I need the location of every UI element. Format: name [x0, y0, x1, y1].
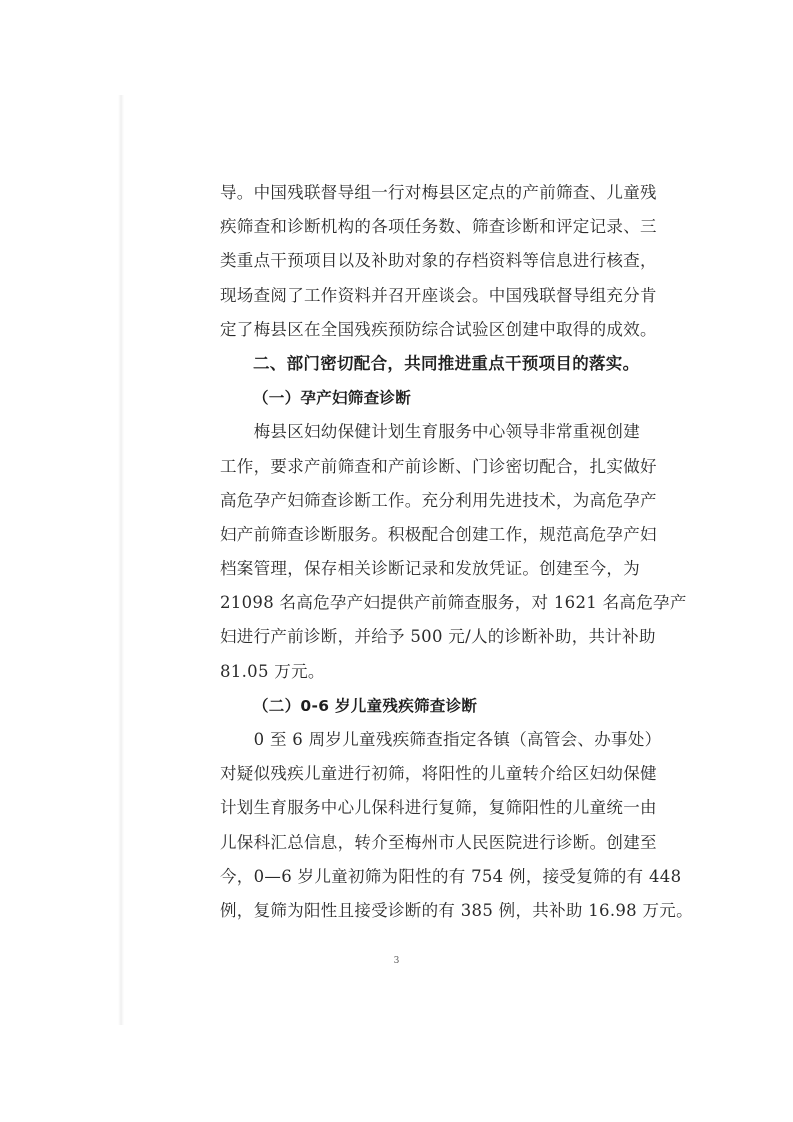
- paragraph-line: 对疑似残疾儿童进行初筛，将阳性的儿童转介给区妇幼保健: [220, 764, 657, 784]
- paragraph-line: 0 至 6 周岁儿童残疾筛查指定各镇（高管会、办事处）: [220, 730, 662, 749]
- paragraph-line: 梅县区妇幼保健计划生育服务中心领导非常重视创建: [220, 422, 640, 442]
- paragraph-line: 今，0—6 岁儿童初筛为阳性的有 754 例，接受复筛的有 448: [220, 866, 682, 886]
- subsection-heading: （一）孕产妇筛查诊断: [253, 389, 412, 408]
- scan-shadow: [118, 95, 124, 1025]
- paragraph-line: 81.05 万元。: [220, 661, 325, 681]
- paragraph-line: 定了梅县区在全国残疾预防综合试验区创建中取得的成效。: [220, 319, 657, 339]
- body-text: [220, 176, 693, 928]
- paragraph-line: 现场查阅了工作资料并召开座谈会。中国残联督导组充分肯: [220, 285, 657, 305]
- paragraph-line: 妇进行产前诊断，并给予 500 元/人的诊断补助，共计补助: [220, 627, 656, 647]
- paragraph-line: 档案管理，保存相关诊断记录和发放凭证。创建至今，为: [220, 559, 640, 579]
- section-heading: 二、部门密切配合，共同推进重点干预项目的落实。: [253, 353, 640, 373]
- paragraph-line: 妇产前筛查诊断服务。积极配合创建工作，规范高危孕产妇: [220, 524, 657, 544]
- page-number: 3: [393, 956, 400, 966]
- subsection-heading: （二）0-6 岁儿童残疾筛查诊断: [253, 696, 478, 715]
- paragraph-line: 导。中国残联督导组一行对梅县区定点的产前筛查、儿童残: [220, 183, 657, 202]
- paragraph-line: 疾筛查和诊断机构的各项任务数、筛查诊断和评定记录、三: [220, 217, 657, 237]
- paragraph-line: 计划生育服务中心儿保科进行复筛，复筛阳性的儿童统一由: [220, 798, 657, 818]
- paragraph-line: 工作，要求产前筛查和产前诊断、门诊密切配合，扎实做好: [220, 456, 657, 476]
- paragraph-line: 儿保科汇总信息，转介至梅州市人民医院进行诊断。创建至: [220, 832, 657, 852]
- paragraph-line: 例，复筛为阳性且接受诊断的有 385 例，共补助 16.98 万元。: [220, 900, 693, 920]
- paragraph-line: 高危孕产妇筛查诊断工作。充分利用先进技术，为高危孕产: [220, 490, 657, 510]
- paragraph-line: 21098 名高危孕产妇提供产前筛查服务，对 1621 名高危孕产: [220, 593, 687, 613]
- paragraph-line: 类重点干预项目以及补助对象的存档资料等信息进行核查，: [220, 251, 657, 271]
